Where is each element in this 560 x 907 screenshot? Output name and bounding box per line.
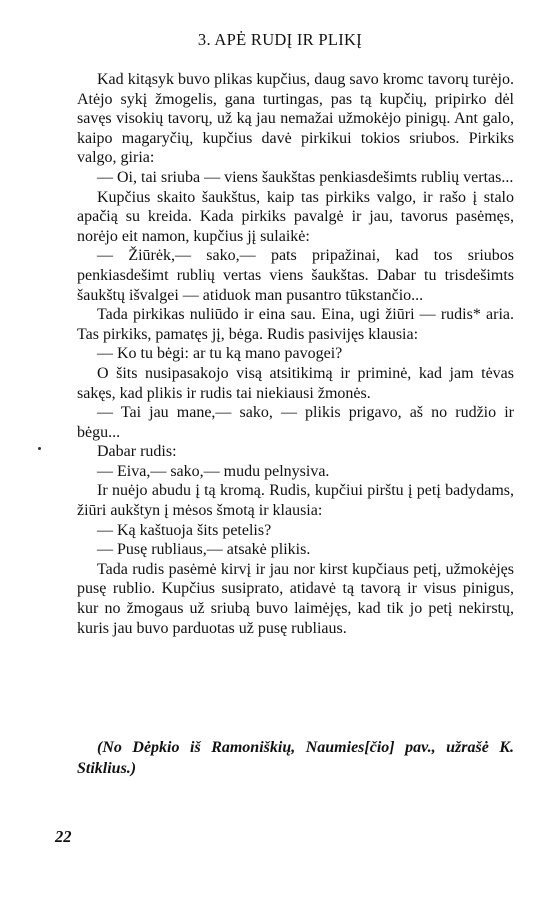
source-note (77, 737, 514, 779)
paragraph: — Ko tu bėgi: ar tu ką mano pavogei? (97, 345, 343, 363)
paragraph: — Pusę rubliaus,— atsakė plikis. (97, 541, 311, 559)
source-note-text: (No Dėpkio iš Ramoniškių, Naumies[čio] pav., užrašė K. Stiklius.) (77, 739, 514, 777)
paragraph: Dabar rudis: (97, 443, 177, 461)
page-number: 22 (55, 827, 72, 846)
story-text (77, 70, 514, 638)
paragraph: Ir nuėjo abudu į tą kromą. Rudis, kupčiui pirštu į petį badydams, žiūri aukštyn į mėsos šmotą ir klausia: (77, 482, 514, 520)
paragraph: Tada rudis pasėmė kirvį ir jau nor kirst kupčiaus petį, užmokėjęs pusę rublio. Kupčius susiprato, atidavė tą tavorą ir visus pinigus, kur no žmogaus už sriubą buvo laimėjęs, kad tik jo petį nekirstų, kuris jau buvo parduotas už pusę rubliaus. (77, 560, 514, 637)
paragraph: — Žiūrėk,— sako,— pats pripažinai, kad tos sriubos penkiasdešimt rublių vertas viens šaukštas. Dabar tu trisdešimts šaukštų išvalgei — atiduok man pusantro tūkstančio... (77, 247, 514, 304)
paragraph: — Ką kaštuoja šits petelis? (97, 521, 272, 539)
paragraph: — Tai jau mane,— sako, — plikis prigavo, aš no rudžio ir bėgu... (77, 404, 514, 441)
paragraph: Kupčius skaito šaukštus, kaip tas pirkiks valgo, ir rašo į stalo apačią su kreida. Kada pirkiks pavalgė ir jau, tavorus pasėmęs, norėjo eit namon, kupčius jį sulaikė: (77, 188, 514, 245)
chapter-title: 3. APĖ RUDĮ IR PLIKĮ (197, 30, 363, 49)
paragraph: Kad kitąsyk buvo plikas kupčius, daug savo kromc tavorų turėjo. Atėjo sykį žmogelis, gana turtingas, pas tą kupčių, pripirko dėl savęs visokių tavorų, už ką jau nemažai užmokėjo pinigų. Ant galo, kaipo magaryčių, kupčius davė pirkikui tokios sriubos. Pirkiks valgo, giria: (77, 71, 514, 167)
paragraph: — Eiva,— sako,— mudu pelnysiva. (97, 462, 330, 480)
paragraph: Tada pirkikas nuliūdo ir eina sau. Eina, ugi žiūri — rudis* aria. Tas pirkiks, pamatęs jį, bėga. Rudis pasivijęs klausia: (77, 306, 514, 343)
paragraph: — Oi, tai sriuba — viens šaukštas penkiasdešimts rublių vertas... (97, 168, 514, 186)
paragraph: O šits nusipasakojo visą atsitikimą ir priminė, kad jam tėvas sakęs, kad plikis ir rudis tai niekiausi žmonės. (77, 364, 514, 402)
print-speck (38, 447, 41, 450)
